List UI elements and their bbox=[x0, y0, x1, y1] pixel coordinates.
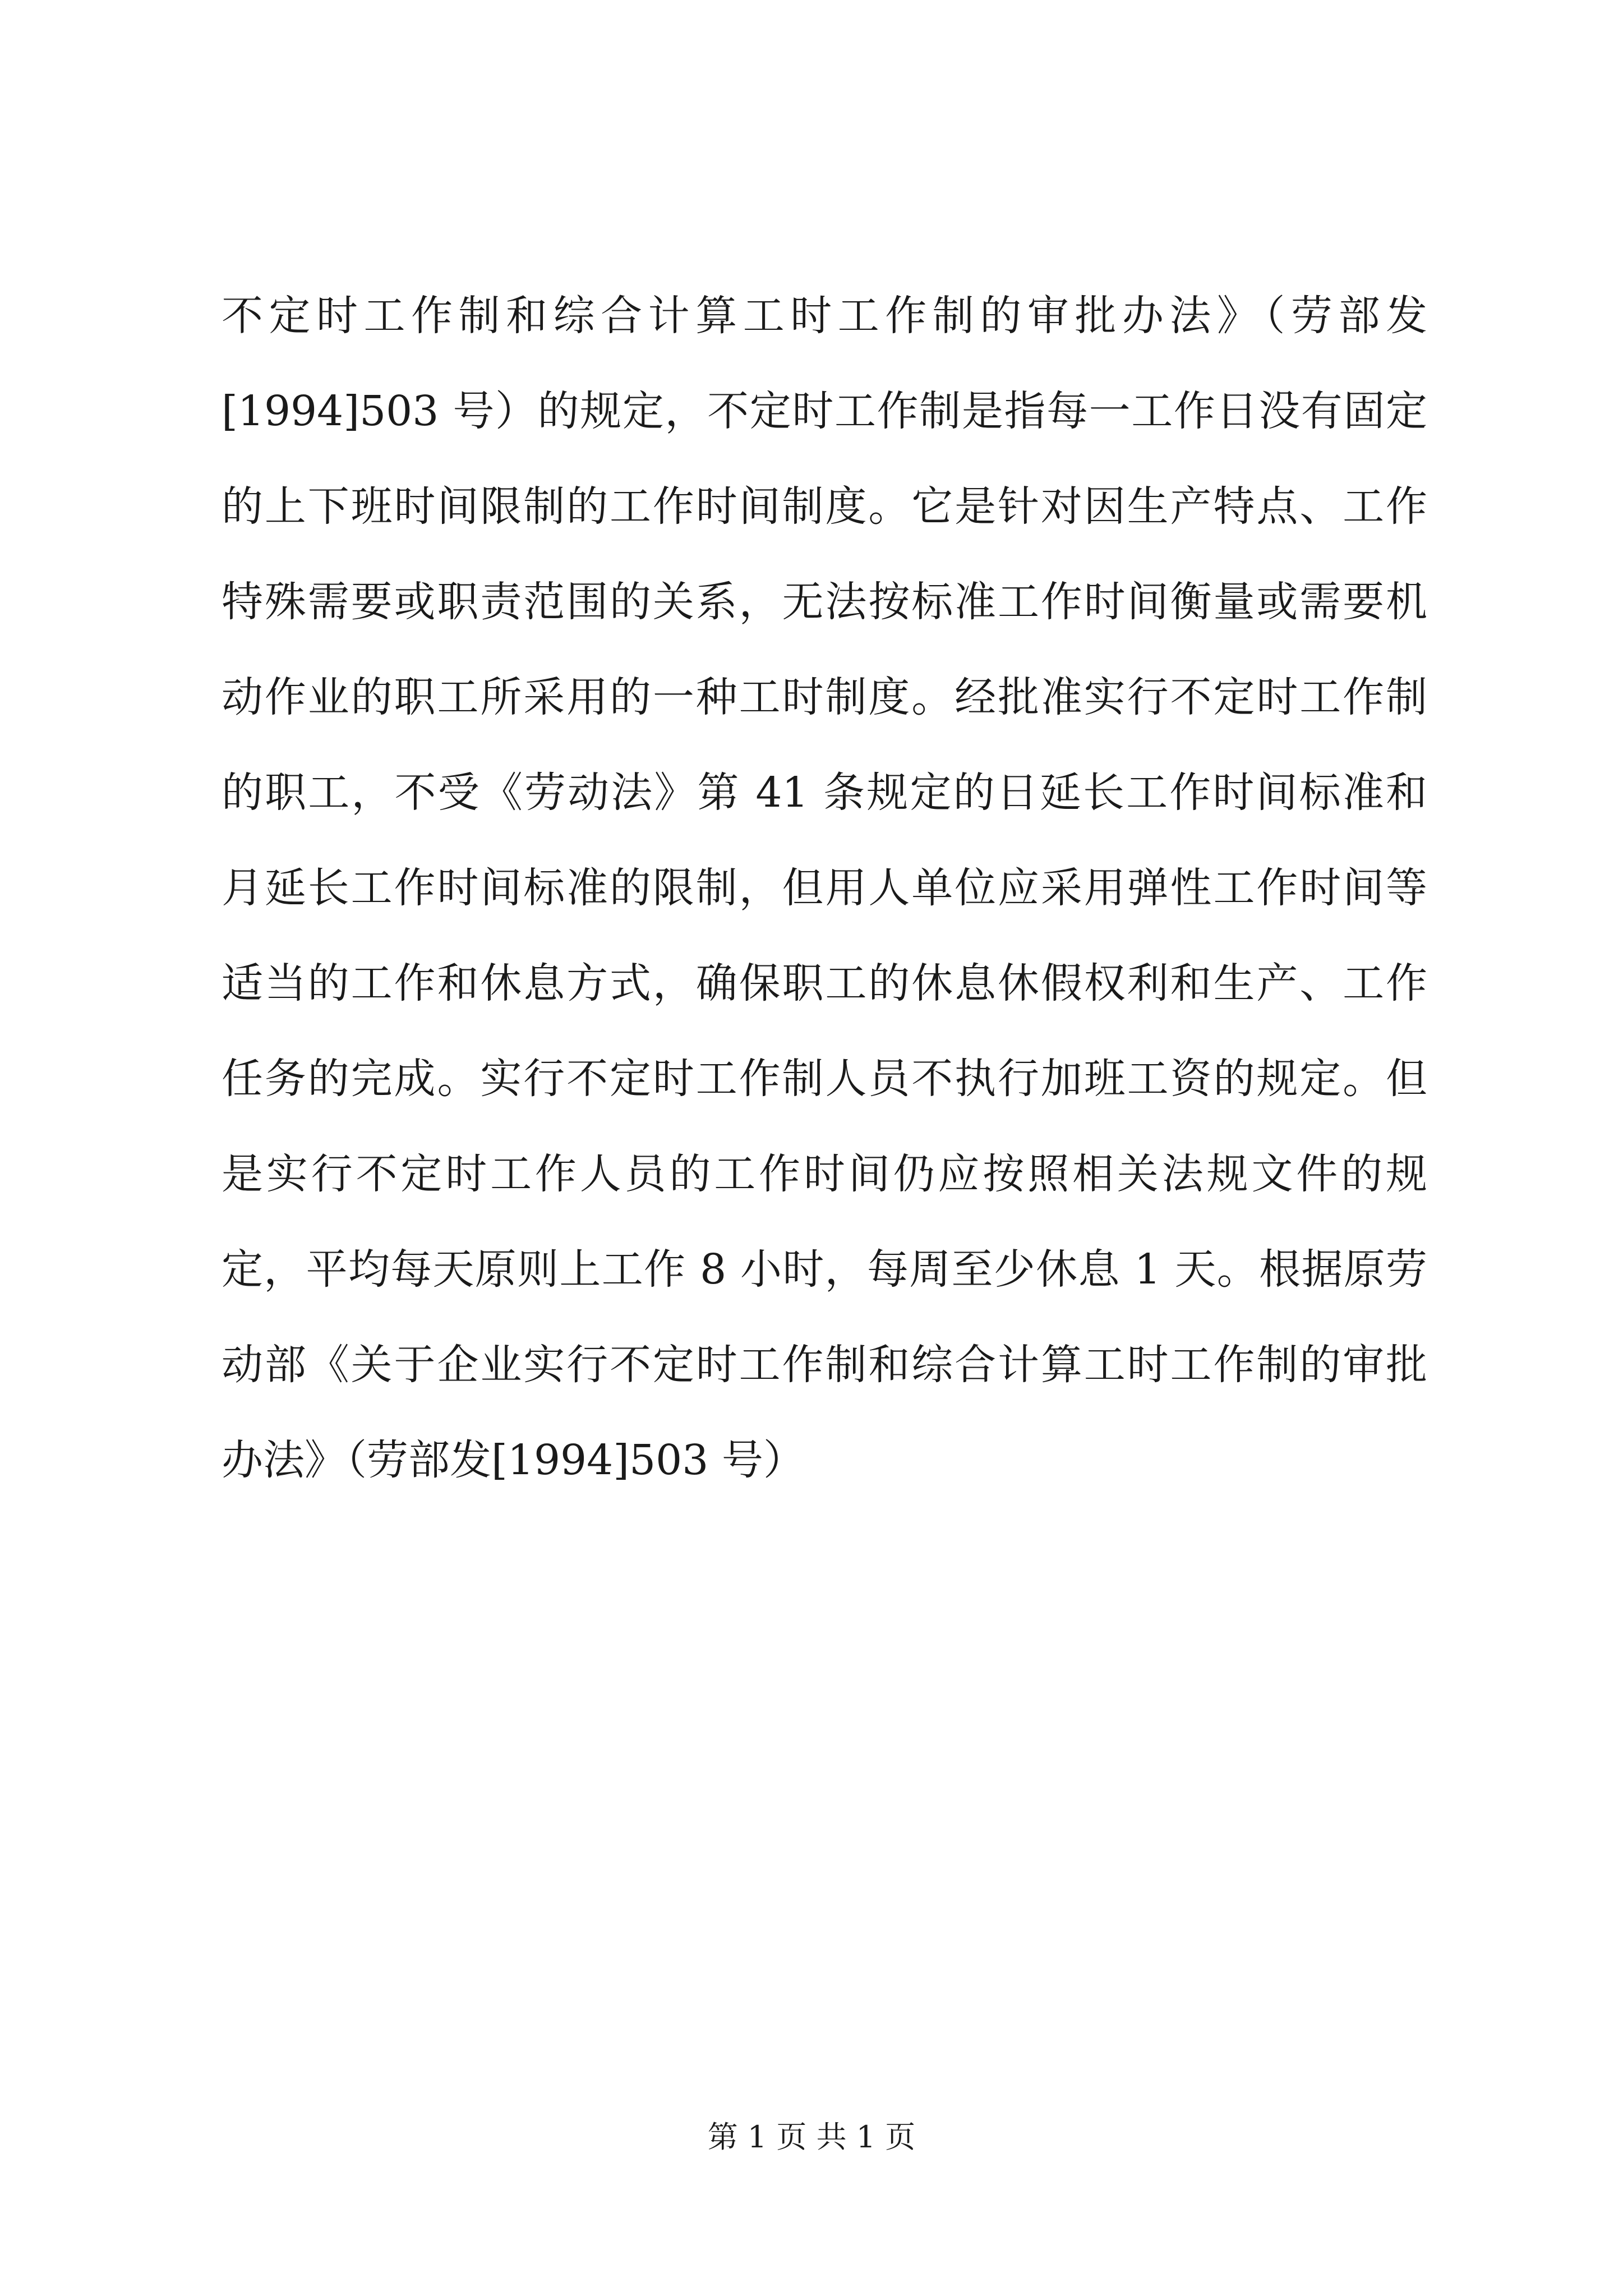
body-paragraph bbox=[222, 268, 1427, 1508]
text-line: 办法》（劳部发[1994]503 号） bbox=[222, 1436, 805, 1484]
text-line: 是实行不定时工作人员的工作时间仍应按照相关法规文件的规 bbox=[222, 1150, 1427, 1198]
page-footer bbox=[0, 2118, 1623, 2157]
text-line: [1994]503 号）的规定，不定时工作制是指每一工作日没有固定 bbox=[222, 387, 1427, 435]
text-line: 月延长工作时间标准的限制，但用人单位应采用弹性工作时间等 bbox=[222, 864, 1427, 912]
text-line: 任务的完成。实行不定时工作制人员不执行加班工资的规定。但 bbox=[222, 1055, 1427, 1103]
text-line: 特殊需要或职责范围的关系，无法按标准工作时间衡量或需要机 bbox=[222, 578, 1427, 626]
text-line: 适当的工作和休息方式，确保职工的休息休假权利和生产、工作 bbox=[222, 959, 1427, 1007]
text-line: 动部《关于企业实行不定时工作制和综合计算工时工作制的审批 bbox=[222, 1341, 1427, 1389]
text-line: 定，平均每天原则上工作 8 小时，每周至少休息 1 天。根据原劳 bbox=[222, 1245, 1427, 1294]
text-line: 的上下班时间限制的工作时间制度。它是针对因生产特点、工作 bbox=[222, 482, 1427, 531]
text-line: 动作业的职工所采用的一种工时制度。经批准实行不定时工作制 bbox=[222, 673, 1427, 721]
text-line: 的职工，不受《劳动法》第 41 条规定的日延长工作时间标准和 bbox=[222, 769, 1427, 817]
text-line: 不定时工作制和综合计算工时工作制的审批办法》（劳部发 bbox=[222, 292, 1427, 340]
page-number: 第 1 页 共 1 页 bbox=[707, 2119, 916, 2155]
